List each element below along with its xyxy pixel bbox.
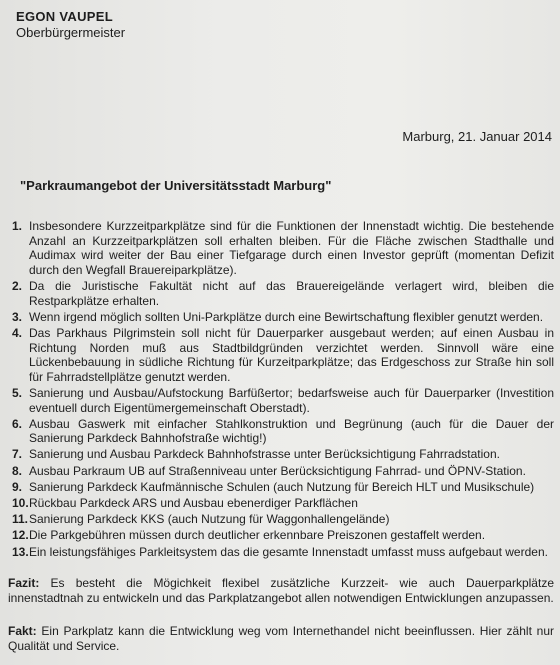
list-item <box>12 528 554 543</box>
fazit-label: Fazit: <box>8 576 40 590</box>
item-text: Ein leistungsfähiges Parkleitsystem das die gesamte Innenstadt umfasst muss aufgebaut werden. <box>29 544 548 559</box>
list-item <box>12 447 554 462</box>
item-number: 12. <box>12 528 29 543</box>
fazit-paragraph <box>8 576 554 606</box>
list-item <box>12 480 554 495</box>
letterhead <box>16 9 125 41</box>
item-text: Das Parkhaus Pilgrimstein soll nicht für Dauerparker ausgebaut werden; auf einen Ausbau in Richtung Norden muß aus Stadtbildgründen verzichtet werden. Sinnvoll wäre eine Lückenbebauung in südliche Richtung für Kurzeitparkplätze; das Erdgeschoss zur Straße hin soll für Fahrradstellplätze genutzt werden. <box>29 325 554 384</box>
item-number: 7. <box>12 447 23 462</box>
item-list <box>12 219 554 561</box>
list-item <box>12 310 554 325</box>
item-text: Insbesondere Kurzzeitparkplätze sind für die Funktionen der Innenstadt wichtig. Die bestehende Anzahl an Kurzzeitparkplätzen soll erhalten bleiben. Für die Fläche zwischen Stadthalle und Audimax wird weiter der Bau einer Tiefgarage durch einen Investor geprüft (momentan Defizit durch den Wegfall Brauereiparkplätze). <box>29 219 554 277</box>
item-text: Ausbau Gaswerk mit einfacher Stahlkonstruktion und Begrünung (auch für die Dauer der Sanierung Parkdeck Bahnhofstraße wichtig!) <box>29 416 554 446</box>
list-item <box>12 219 554 277</box>
item-number: 3. <box>12 309 23 324</box>
list-item <box>12 512 554 527</box>
fakt-label: Fakt: <box>8 624 37 638</box>
item-text: Sanierung Parkdeck Kaufmännische Schulen (auch Nutzung für Bereich HLT und Musikschule) <box>29 479 535 494</box>
item-text: Rückbau Parkdeck ARS und Ausbau ebenerdiger Parkflächen <box>29 496 358 511</box>
letter-title: "Parkraumangebot der Universitätsstadt Marburg" <box>20 178 332 193</box>
item-text: Ausbau Parkraum UB auf Straßenniveau unter Berücksichtigung Fahrrad- und ÖPNV-Station. <box>29 463 526 478</box>
list-item <box>12 464 554 479</box>
item-text: Sanierung Parkdeck KKS (auch Nutzung für Waggonhallengelände) <box>29 512 390 527</box>
item-number: 8. <box>12 463 23 478</box>
item-number: 9. <box>12 479 23 494</box>
item-number: 4. <box>12 325 23 340</box>
list-item <box>12 496 554 511</box>
sender-role: Oberbürgermeister <box>16 25 126 40</box>
item-number: 1. <box>12 219 23 233</box>
fakt-paragraph <box>8 624 554 654</box>
item-number: 2. <box>12 278 23 293</box>
item-text: Wenn irgend möglich sollten Uni-Parkplätze durch eine Bewirtschaftung flexibler genutzt werden. <box>29 309 544 324</box>
list-item <box>12 545 554 560</box>
item-number: 10. <box>12 496 29 511</box>
fazit-text: Es besteht die Mögichkeit flexibel zusätzliche Kurzzeit- wie auch Dauerparkplätze innenstadtnah zu entwickeln und das Parkplatzangebot allen notwendigen Entwicklungen anzupassen. <box>8 576 554 605</box>
item-text: Da die Juristische Fakultät nicht auf das Brauereigelände verlagert wird, bleiben die Restparkplätze erhalten. <box>29 278 554 308</box>
item-text: Die Parkgebühren müssen durch deutlicher erkennbare Preiszonen gestaffelt werden. <box>29 528 486 543</box>
list-item <box>12 386 554 415</box>
list-item <box>12 417 554 446</box>
item-text: Sanierung und Ausbau/Aufstockung Barfüßertor; bedarfsweise auch für Dauerparker (Investition eventuell durch Eigentümergemeinschaft Oberstadt). <box>29 385 554 415</box>
list-item <box>12 279 554 308</box>
letter-date: Marburg, 21. Januar 2014 <box>402 129 552 144</box>
list-item <box>12 326 554 384</box>
item-number: 5. <box>12 385 23 400</box>
item-number: 13. <box>12 544 29 559</box>
fakt-text: Ein Parkplatz kann die Entwicklung weg vom Internethandel nicht beeinflussen. Hier zählt nur Qualität und Service. <box>8 624 554 653</box>
item-number: 6. <box>12 416 23 431</box>
sender-name: EGON VAUPEL <box>16 9 113 24</box>
item-text: Sanierung und Ausbau Parkdeck Bahnhofstrasse unter Berücksichtigung Fahrradstation. <box>29 447 500 462</box>
item-number: 11. <box>12 512 29 527</box>
